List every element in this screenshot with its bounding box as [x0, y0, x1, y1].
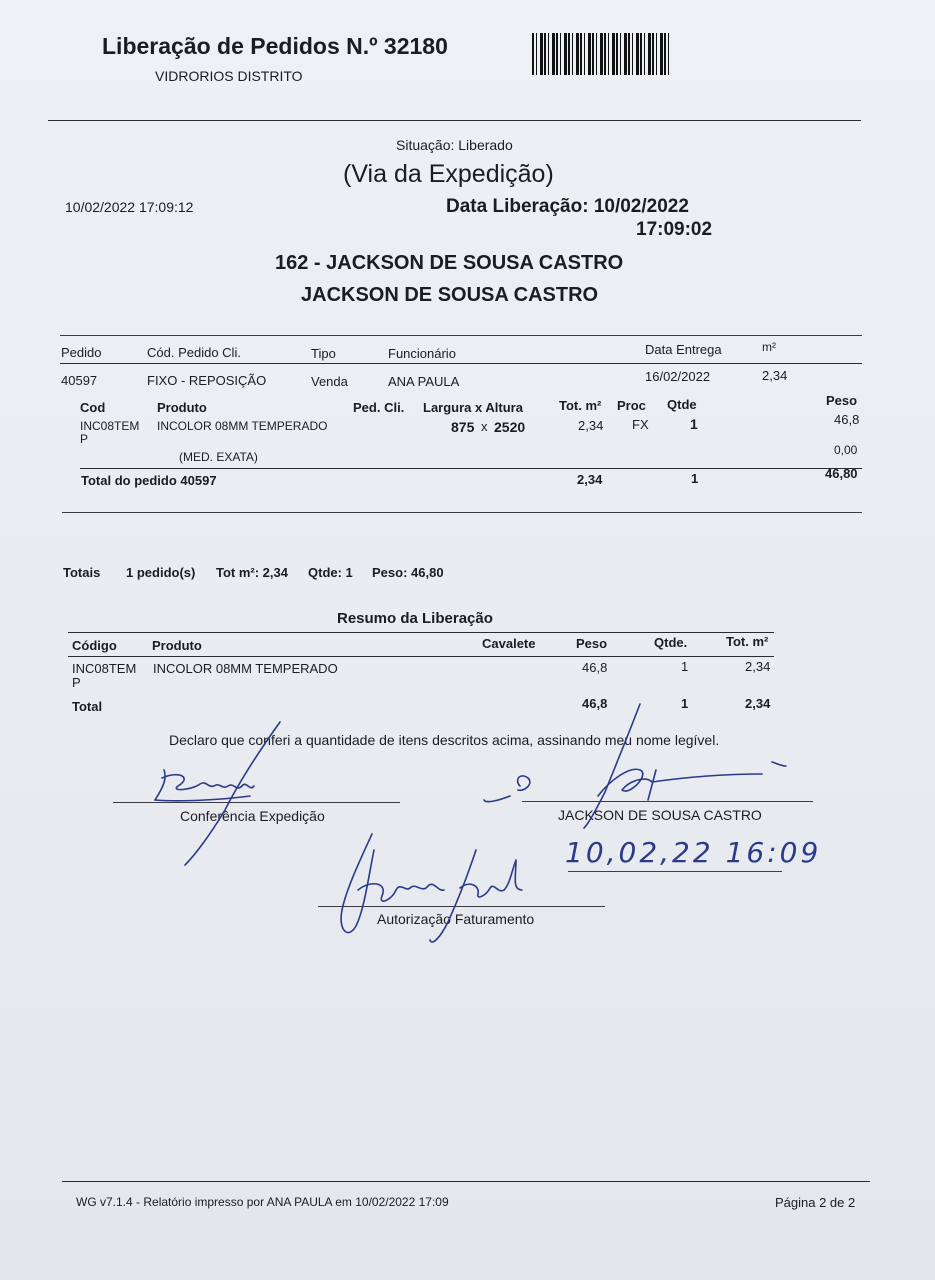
summary-row-peso: 46,8 — [582, 660, 608, 675]
order-m2: 2,34 — [762, 368, 788, 383]
item-note: (MED. EXATA) — [179, 450, 258, 464]
client-code-name: 162 - JACKSON DE SOUSA CASTRO — [275, 252, 624, 274]
order-total-m2: 2,34 — [577, 472, 603, 487]
order-pedido: 40597 — [61, 373, 98, 388]
totals-pedidos: 1 pedido(s) — [126, 565, 196, 580]
order-header-rule — [60, 363, 862, 364]
order-table-top-rule — [60, 335, 862, 336]
autorizacao-label: Autorização Faturamento — [377, 911, 535, 927]
declaration-text: Declaro que conferi a quantidade de itens descritos acima, assinando meu nome legível. — [169, 732, 720, 748]
item-note-value: 0,00 — [834, 443, 858, 457]
summary-col-cavalete: Cavalete — [482, 636, 536, 651]
items-col-ped-cli: Ped. Cli. — [353, 400, 405, 415]
summary-row-codigo-line2: P — [72, 675, 81, 690]
release-time: 17:09:02 — [636, 219, 713, 240]
release-date: Data Liberação: 10/02/2022 — [446, 196, 689, 217]
totals-label: Totais — [63, 565, 101, 580]
item-largura: 875 — [451, 419, 475, 435]
item-tot-m2: 2,34 — [578, 418, 604, 433]
item-cod-line2: P — [80, 432, 89, 446]
item-altura: 2520 — [494, 419, 526, 435]
autorizacao-signature-icon — [330, 830, 530, 950]
item-times-symbol: x — [481, 419, 488, 434]
footer-print-info: WG v7.1.4 - Relatório impresso por ANA PAULA em 10/02/2022 17:09 — [76, 1195, 449, 1209]
summary-row-codigo-line1: INC08TEM — [72, 661, 137, 676]
summary-col-tot-m2: Tot. m² — [726, 634, 769, 649]
conferencia-signature-icon — [150, 720, 290, 870]
cliente-label: JACKSON DE SOUSA CASTRO — [558, 807, 762, 823]
summary-col-peso: Peso — [576, 636, 608, 651]
summary-total-qtde: 1 — [681, 696, 689, 711]
items-col-peso: Peso — [826, 393, 858, 408]
handwritten-date: 10,02,22 16:09 — [565, 836, 822, 869]
summary-row-produto: INCOLOR 08MM TEMPERADO — [153, 661, 338, 676]
items-col-qtde: Qtde — [667, 397, 697, 412]
order-data-entrega: 16/02/2022 — [645, 369, 711, 384]
barcode — [532, 33, 672, 75]
summary-title: Resumo da Liberação — [337, 610, 493, 627]
col-cod-pedido-cli: Cód. Pedido Cli. — [147, 345, 241, 360]
items-col-tot-m2: Tot. m² — [559, 398, 602, 413]
summary-total-label: Total — [72, 699, 103, 714]
col-funcionario: Funcionário — [388, 346, 456, 361]
summary-top-rule — [68, 632, 774, 633]
totals-peso: Peso: 46,80 — [372, 565, 444, 580]
item-qtde: 1 — [690, 416, 698, 432]
items-col-largura-altura: Largura x Altura — [423, 400, 523, 415]
summary-header-rule — [68, 656, 774, 657]
copy-type: (Via da Expedição) — [343, 160, 554, 188]
summary-row-tot-m2: 2,34 — [745, 659, 771, 674]
client-name: JACKSON DE SOUSA CASTRO — [301, 284, 599, 306]
company-name: VIDRORIOS DISTRITO — [155, 68, 303, 84]
item-cod-line1: INC08TEM — [80, 419, 140, 433]
items-col-proc: Proc — [617, 398, 646, 413]
order-cod-pedido-cli: FIXO - REPOSIÇÃO — [147, 373, 267, 388]
items-col-cod: Cod — [80, 400, 106, 415]
order-section-bottom-rule — [62, 512, 862, 513]
order-total-qtde: 1 — [691, 471, 699, 486]
handwritten-date-underline — [568, 871, 782, 872]
item-produto: INCOLOR 08MM TEMPERADO — [157, 419, 328, 433]
item-peso: 46,8 — [834, 412, 860, 427]
situation-status: Situação: Liberado — [396, 137, 513, 153]
cliente-signature-icon — [480, 700, 800, 830]
summary-col-codigo: Código — [72, 638, 117, 653]
summary-total-peso: 46,8 — [582, 696, 608, 711]
summary-row-qtde: 1 — [681, 659, 689, 674]
order-total-rule — [80, 468, 862, 469]
order-total-peso: 46,80 — [825, 466, 858, 481]
footer-rule — [62, 1181, 870, 1182]
item-proc: FX — [632, 417, 649, 432]
col-tipo: Tipo — [311, 346, 336, 361]
order-funcionario: ANA PAULA — [388, 374, 460, 389]
totals-tot-m2: Tot m²: 2,34 — [216, 565, 288, 580]
document-title: Liberação de Pedidos N.º 32180 — [102, 33, 448, 59]
items-col-produto: Produto — [157, 400, 207, 415]
header-divider — [48, 120, 861, 121]
footer-page-number: Página 2 de 2 — [775, 1195, 856, 1210]
col-data-entrega: Data Entrega — [645, 342, 722, 357]
totals-qtde: Qtde: 1 — [308, 565, 353, 580]
col-m2: m² — [762, 340, 776, 354]
order-total-label: Total do pedido 40597 — [81, 473, 217, 488]
order-tipo: Venda — [311, 374, 348, 389]
conferencia-label: Conferência Expedição — [180, 808, 325, 824]
summary-total-tot-m2: 2,34 — [745, 696, 771, 711]
summary-col-produto: Produto — [152, 638, 202, 653]
print-datetime: 10/02/2022 17:09:12 — [65, 199, 194, 215]
col-pedido: Pedido — [61, 345, 102, 360]
summary-col-qtde: Qtde. — [654, 635, 688, 650]
